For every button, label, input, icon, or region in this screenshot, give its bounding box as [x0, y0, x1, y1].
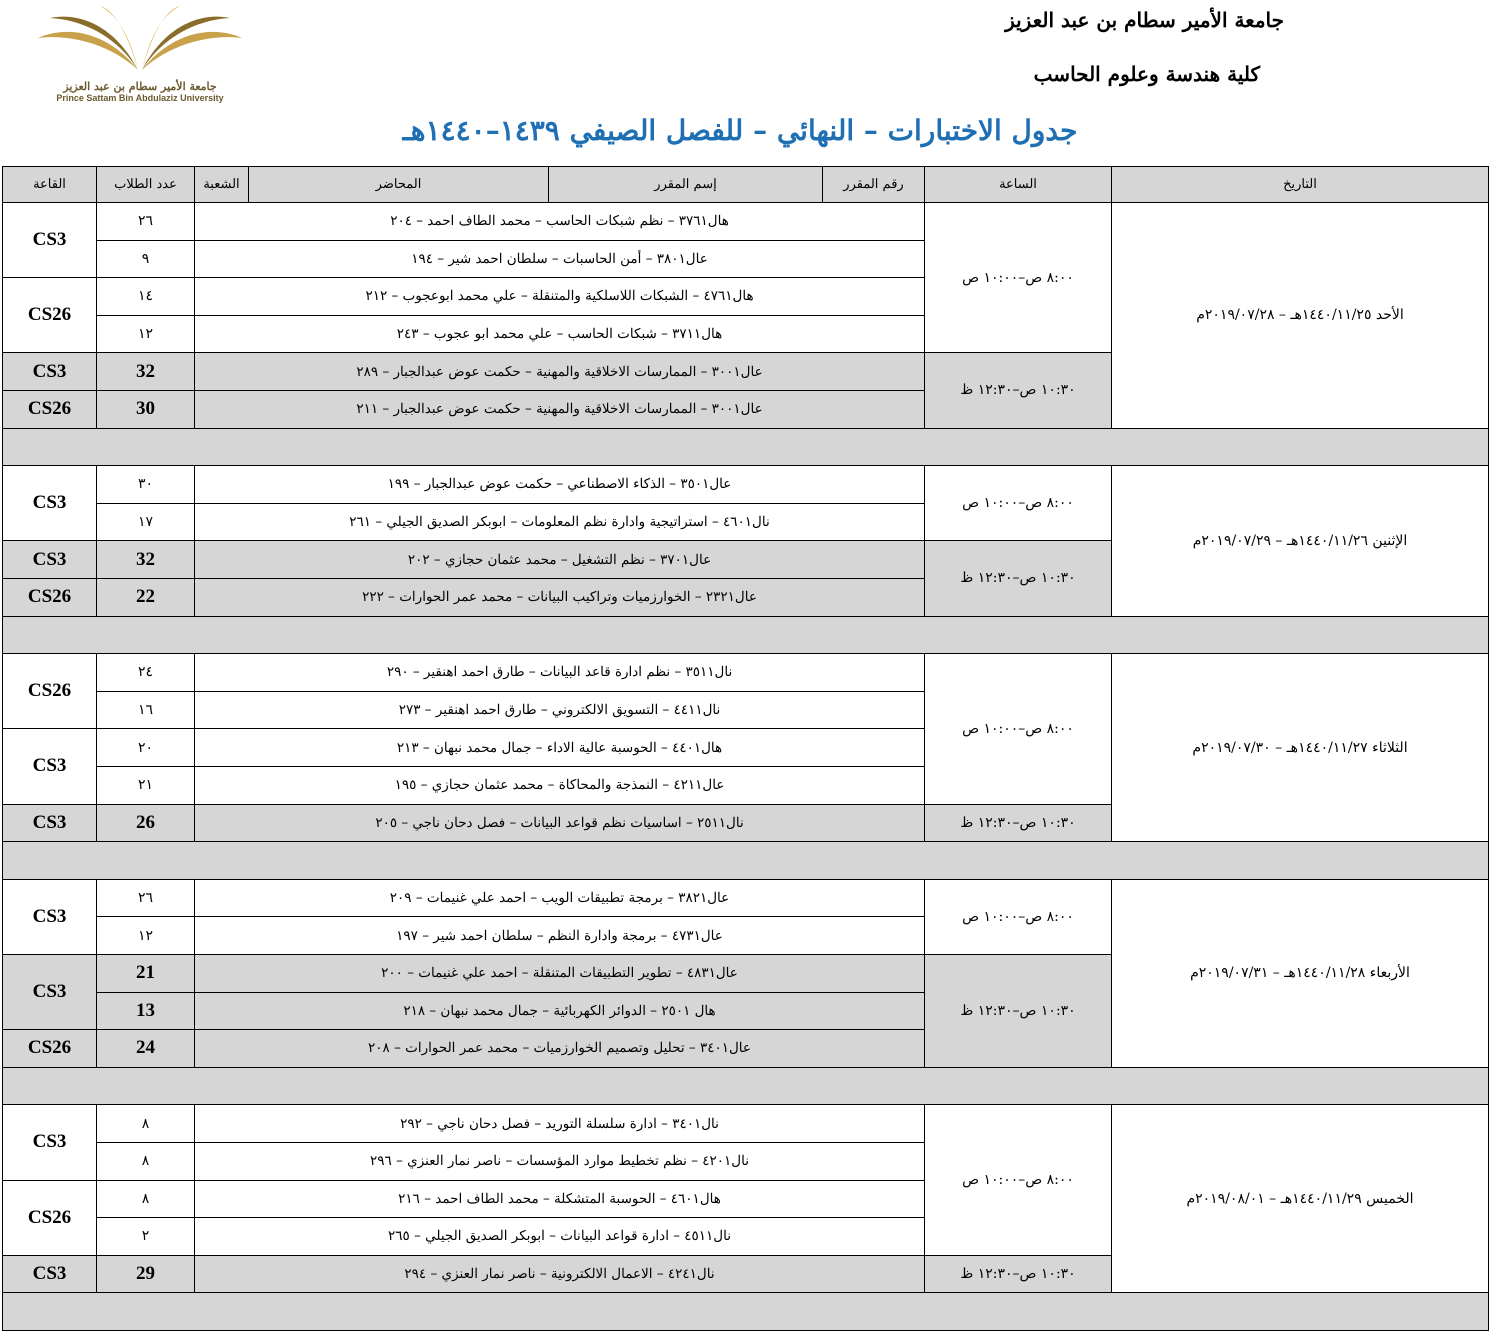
exam-time: ٨:٠٠ ص–١٠:٠٠ ص — [924, 653, 1112, 804]
exam-date: الخميس ١٤٤٠/١١/٢٩هـ – ٢٠١٩/٠٨/٠١م — [1111, 1104, 1489, 1293]
header-time: الساعة — [924, 166, 1112, 203]
table-row-course: هال٣٧١١ – شبكات الحاسب – علي محمد ابو عجوب – ٢٤٣ — [194, 315, 925, 354]
table-row-course: عال٣٨٠١ – أمن الحاسبات – سلطان احمد شير – ١٩٤ — [194, 240, 925, 279]
student-count: ١٧ — [96, 503, 195, 542]
table-row-course: عال٣٥٠١ – الذكاء الاصطناعي – حكمت عوض عبدالجبار – ١٩٩ — [194, 465, 925, 504]
student-count: ٨ — [96, 1104, 195, 1143]
day-separator — [2, 841, 1489, 880]
student-count: 13 — [96, 992, 195, 1031]
student-count: 21 — [96, 954, 195, 993]
exam-room: CS3 — [2, 202, 97, 278]
student-count: ٢٠ — [96, 728, 195, 767]
table-row-course: نال٣٤٠١ – ادارة سلسلة التوريد – فصل دحان ناجي – ٢٩٢ — [194, 1104, 925, 1143]
student-count: ١٢ — [96, 916, 195, 955]
exam-room: CS3 — [2, 879, 97, 955]
exam-room: CS26 — [2, 277, 97, 353]
student-count: ٢ — [96, 1217, 195, 1256]
exam-time: ١٠:٣٠ ص–١٢:٣٠ ظ — [924, 804, 1112, 843]
day-separator — [2, 1292, 1489, 1331]
exam-time: ٨:٠٠ ص–١٠:٠٠ ص — [924, 465, 1112, 541]
student-count: ٢١ — [96, 766, 195, 805]
table-row-course: نال٤٦٠١ – استراتيجية وادارة نظم المعلومات – ابوبكر الصديق الجيلي – ٢٦١ — [194, 503, 925, 542]
student-count: ٢٤ — [96, 653, 195, 692]
table-row-course: عال٣٧٠١ – نظم التشغيل – محمد عثمان حجازي – ٢٠٢ — [194, 540, 925, 579]
header-students: عدد الطلاب — [96, 166, 195, 203]
student-count: 32 — [96, 540, 195, 579]
day-separator — [2, 1067, 1489, 1106]
exam-room: CS3 — [2, 804, 97, 843]
table-row-course: نال٢٥١١ – اساسيات نظم قواعد البيانات – فصل دحان ناجي – ٢٠٥ — [194, 804, 925, 843]
student-count: 29 — [96, 1255, 195, 1294]
table-row-course: عال٤٢١١ – النمذجة والمحاكاة – محمد عثمان حجازي – ١٩٥ — [194, 766, 925, 805]
table-row-course: نال٤٢٤١ – الاعمال الالكترونية – ناصر نمار العنزي – ٢٩٤ — [194, 1255, 925, 1294]
student-count: ٨ — [96, 1142, 195, 1181]
college-name: كلية هندسة وعلوم الحاسب — [1033, 62, 1260, 86]
exam-date: الإثنين ١٤٤٠/١١/٢٦هـ – ٢٠١٩/٠٧/٢٩م — [1111, 465, 1489, 616]
table-row-course: هال٤٦٠١ – الحوسبة المتشكلة – محمد الطاف احمد – ٢١٦ — [194, 1180, 925, 1219]
header-room: القاعة — [2, 166, 97, 203]
table-row-course: عال٣٠٠١ – الممارسات الاخلاقية والمهنية – حكمت عوض عبدالجبار – ٢١١ — [194, 390, 925, 429]
table-row-course: هال٤٧٦١ – الشبكات اللاسلكية والمتنقلة – علي محمد ابوعجوب – ٢١٢ — [194, 277, 925, 316]
exam-time: ١٠:٣٠ ص–١٢:٣٠ ظ — [924, 954, 1112, 1068]
exam-room: CS3 — [2, 728, 97, 804]
student-count: 22 — [96, 578, 195, 617]
table-row-course: نال٣٥١١ – نظم ادارة قاعد البيانات – طارق احمد اهنقير – ٢٩٠ — [194, 653, 925, 692]
student-count: ١٤ — [96, 277, 195, 316]
logo-english-text: Prince Sattam Bin Abdulaziz University — [56, 93, 224, 103]
header-course-no: رقم المقرر — [822, 166, 925, 203]
student-count: ٢٦ — [96, 202, 195, 241]
exam-room: CS3 — [2, 954, 97, 1030]
table-row-course: عال٣٨٢١ – برمجة تطبيقات الويب – احمد علي غنيمات – ٢٠٩ — [194, 879, 925, 918]
table-row-course: نال٤٤١١ – التسويق الالكتروني – طارق احمد اهنقير – ٢٧٣ — [194, 691, 925, 730]
exam-time: ٨:٠٠ ص–١٠:٠٠ ص — [924, 202, 1112, 353]
table-row-course: عال٤٨٣١ – تطوير التطبيقات المتنقلة – احمد علي غنيمات – ٢٠٠ — [194, 954, 925, 993]
exam-time: ٨:٠٠ ص–١٠:٠٠ ص — [924, 879, 1112, 955]
student-count: ٨ — [96, 1180, 195, 1219]
exam-time: ١٠:٣٠ ص–١٢:٣٠ ظ — [924, 540, 1112, 616]
table-row-course: عال٢٣٢١ – الخوارزميات وتراكيب البيانات – محمد عمر الحوارات – ٢٢٢ — [194, 578, 925, 617]
exam-room: CS26 — [2, 1029, 97, 1068]
student-count: 32 — [96, 352, 195, 391]
student-count: ١٢ — [96, 315, 195, 354]
header-lecturer: المحاضر — [248, 166, 549, 203]
header-date: التاريخ — [1111, 166, 1489, 203]
exam-time: ٨:٠٠ ص–١٠:٠٠ ص — [924, 1104, 1112, 1255]
exam-time: ١٠:٣٠ ص–١٢:٣٠ ظ — [924, 1255, 1112, 1294]
exam-room: CS26 — [2, 1180, 97, 1256]
exam-date: الأحد ١٤٤٠/١١/٢٥هـ – ٢٠١٩/٠٧/٢٨م — [1111, 202, 1489, 429]
student-count: ٣٠ — [96, 465, 195, 504]
exam-room: CS3 — [2, 1104, 97, 1180]
exam-room: CS26 — [2, 390, 97, 429]
table-row-course: هال٤٤٠١ – الحوسبة عالية الاداء – جمال محمد نبهان – ٢١٣ — [194, 728, 925, 767]
day-separator — [2, 616, 1489, 655]
exam-room: CS26 — [2, 653, 97, 729]
header-course-name: إسم المقرر — [548, 166, 823, 203]
logo-arabic-text: جامعة الأمير سطام بن عبد العزيز — [63, 80, 217, 93]
exam-date: الثلاثاء ١٤٤٠/١١/٢٧هـ – ٢٠١٩/٠٧/٣٠م — [1111, 653, 1489, 842]
header-section: الشعبة — [194, 166, 249, 203]
student-count: 24 — [96, 1029, 195, 1068]
exam-room: CS3 — [2, 352, 97, 391]
table-row-course: نال٤٥١١ – ادارة قواعد البيانات – ابوبكر الصديق الجيلي – ٢٦٥ — [194, 1217, 925, 1256]
student-count: 30 — [96, 390, 195, 429]
table-row-course: عال٤٧٣١ – برمجة وادارة النظم – سلطان احمد شير – ١٩٧ — [194, 916, 925, 955]
exam-date: الأربعاء ١٤٤٠/١١/٢٨هـ – ٢٠١٩/٠٧/٣١م — [1111, 879, 1489, 1068]
table-row-course: عال٣٠٠١ – الممارسات الاخلاقية والمهنية – حكمت عوض عبدالجبار – ٢٨٩ — [194, 352, 925, 391]
university-name: جامعة الأمير سطام بن عبد العزيز — [1005, 8, 1284, 32]
exam-time: ١٠:٣٠ ص–١٢:٣٠ ظ — [924, 352, 1112, 428]
day-separator — [2, 428, 1489, 467]
table-row-course: هال ٢٥٠١ – الدوائر الكهربائية – جمال محمد نبهان – ٢١٨ — [194, 992, 925, 1031]
exam-room: CS26 — [2, 578, 97, 617]
exam-room: CS3 — [2, 1255, 97, 1294]
exam-room: CS3 — [2, 465, 97, 541]
student-count: 26 — [96, 804, 195, 843]
student-count: ١٦ — [96, 691, 195, 730]
student-count: ٩ — [96, 240, 195, 279]
table-row-course: نال٤٢٠١ – نظم تخطيط موارد المؤسسات – ناصر نمار العنزي – ٢٩٦ — [194, 1142, 925, 1181]
table-row-course: هال٣٧٦١ – نظم شبكات الحاسب – محمد الطاف احمد – ٢٠٤ — [194, 202, 925, 241]
page-title: جدول الاختبارات – النهائي – للفصل الصيفي ١٤٣٩–١٤٤٠هـ — [402, 114, 1078, 147]
table-row-course: عال٣٤٠١ – تحليل وتصميم الخوارزميات – محمد عمر الحوارات – ٢٠٨ — [194, 1029, 925, 1068]
exam-room: CS3 — [2, 540, 97, 579]
student-count: ٢٦ — [96, 879, 195, 918]
